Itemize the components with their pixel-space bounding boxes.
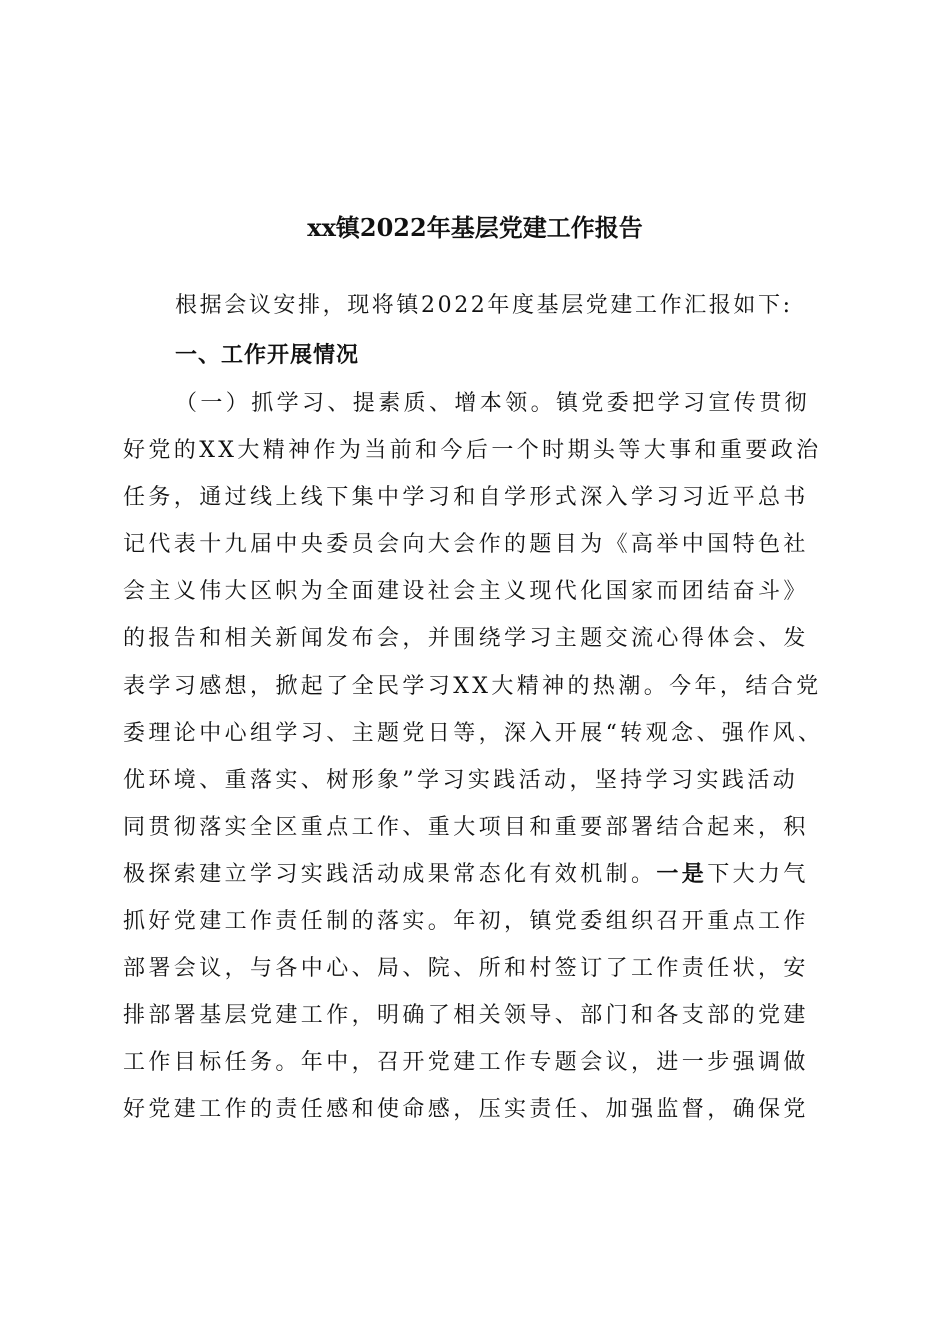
paragraph-line: 任务，通过线上线下集中学习和自学形式深入学习习近平总书 bbox=[123, 485, 809, 511]
emphasis-text: 一是 bbox=[656, 861, 708, 887]
intro-paragraph: 根据会议安排，现将镇2022年度基层党建工作汇报如下: bbox=[175, 293, 793, 318]
paragraph-line: 抓好党建工作责任制的落实。年初，镇党委组织召开重点工作 bbox=[123, 909, 809, 935]
line-text: 极探索建立学习实践活动成果常态化有效机制。 bbox=[123, 861, 657, 887]
body-paragraph bbox=[123, 380, 843, 1134]
paragraph-line: 部署会议，与各中心、局、院、所和村签订了工作责任状，安 bbox=[123, 956, 809, 982]
paragraph-line: 同贯彻落实全区重点工作、重大项目和重要部署结合起来，积 bbox=[123, 814, 809, 840]
paragraph-line: 好党的XX大精神作为当前和今后一个时期头等大事和重要政治 bbox=[123, 438, 822, 464]
paragraph-line: 委理论中心组学习、主题党日等，深入开展“转观念、强作风、 bbox=[123, 720, 824, 746]
paragraph-line: 优环境、重落实、树形象”学习实践活动，坚持学习实践活动 bbox=[123, 767, 799, 793]
paragraph-line: （一）抓学习、提素质、增本领。镇党委把学习宣传贯彻 bbox=[175, 391, 811, 416]
line-text: 下大力气 bbox=[707, 861, 809, 887]
paragraph-line: 表学习感想，掀起了全民学习XX大精神的热潮。今年，结合党 bbox=[123, 673, 822, 699]
paragraph-line: 排部署基层党建工作，明确了相关领导、部门和各支部的党建 bbox=[123, 1003, 809, 1029]
document-title: xx镇2022年基层党建工作报告 bbox=[307, 213, 643, 242]
paragraph-line: 记代表十九届中央委员会向大会作的题目为《高举中国特色社 bbox=[123, 532, 809, 558]
section-heading: 一、工作开展情况 bbox=[175, 343, 360, 368]
paragraph-line: 好党建工作的责任感和使命感，压实责任、加强监督，确保党 bbox=[123, 1097, 809, 1123]
paragraph-line-emphasis bbox=[123, 851, 843, 898]
paragraph-line: 工作目标任务。年中，召开党建工作专题会议，进一步强调做 bbox=[123, 1050, 809, 1076]
paragraph-line: 会主义伟大区帜为全面建设社会主义现代化国家而团结奋斗》 bbox=[123, 579, 809, 605]
paragraph-line: 的报告和相关新闻发布会，并围绕学习主题交流心得体会、发 bbox=[123, 626, 809, 652]
